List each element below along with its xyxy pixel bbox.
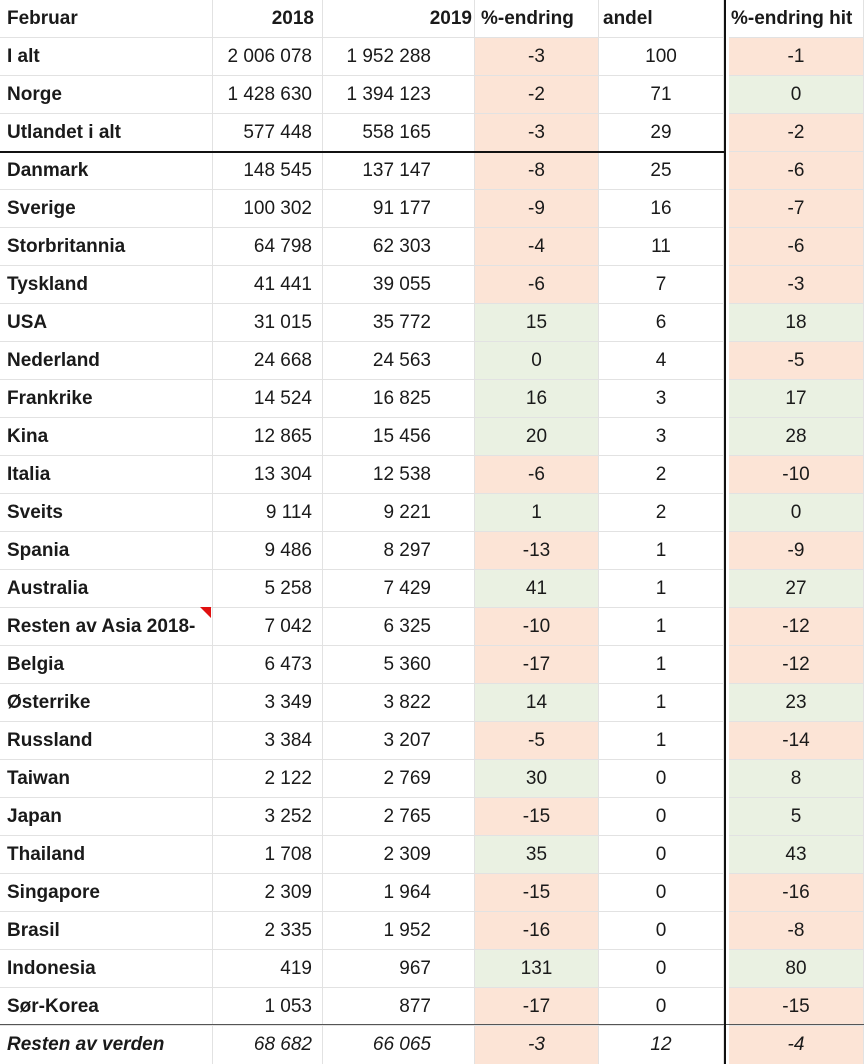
table-row — [0, 266, 864, 304]
pct-change-cell[interactable]: -4 — [475, 228, 599, 266]
country-name-cell[interactable]: Resten av Asia 2018- — [0, 608, 213, 646]
pct-change-cell[interactable]: -10 — [475, 608, 599, 646]
value-2018-cell[interactable]: 100 302 — [213, 190, 323, 228]
value-2018-cell[interactable]: 9 486 — [213, 532, 323, 570]
pct-change-hit-cell[interactable]: 80 — [729, 950, 864, 988]
value-2018-cell[interactable]: 68 682 — [213, 1026, 323, 1064]
table-row — [0, 836, 864, 874]
share-cell[interactable]: 1 — [599, 532, 724, 570]
table-row — [0, 190, 864, 228]
header-month[interactable]: Februar — [0, 0, 213, 38]
value-2019-cell[interactable]: 137 147 — [323, 152, 475, 190]
header-share[interactable]: andel — [599, 0, 724, 38]
comment-indicator-icon[interactable] — [200, 607, 211, 618]
pct-change-hit-cell[interactable]: -16 — [729, 874, 864, 912]
pct-change-hit-cell[interactable]: -12 — [729, 646, 864, 684]
table-row — [0, 152, 864, 190]
value-2019-cell[interactable]: 12 538 — [323, 456, 475, 494]
share-cell[interactable]: 29 — [599, 114, 724, 152]
pct-change-cell[interactable]: -9 — [475, 190, 599, 228]
pct-change-cell[interactable]: -17 — [475, 646, 599, 684]
table-row — [0, 228, 864, 266]
share-cell[interactable]: 1 — [599, 608, 724, 646]
pct-change-hit-cell[interactable]: -15 — [729, 988, 864, 1026]
value-2018-cell[interactable]: 2 335 — [213, 912, 323, 950]
country-name-cell[interactable]: Australia — [0, 570, 213, 608]
table-row — [0, 988, 864, 1026]
value-2018-cell[interactable]: 6 473 — [213, 646, 323, 684]
pct-change-hit-cell[interactable]: 27 — [729, 570, 864, 608]
pct-change-hit-cell[interactable]: 0 — [729, 494, 864, 532]
country-name-cell[interactable]: Frankrike — [0, 380, 213, 418]
pct-change-hit-cell[interactable]: -3 — [729, 266, 864, 304]
table-row — [0, 570, 864, 608]
header-row — [0, 0, 864, 38]
value-2018-cell[interactable]: 2 006 078 — [213, 38, 323, 76]
table-row — [0, 418, 864, 456]
divider-before-rest — [0, 1024, 864, 1025]
header-2019[interactable]: 2019 — [323, 0, 475, 38]
value-2018-cell[interactable]: 2 309 — [213, 874, 323, 912]
pct-change-hit-cell[interactable]: -5 — [729, 342, 864, 380]
value-2018-cell[interactable]: 1 053 — [213, 988, 323, 1026]
value-2019-cell[interactable]: 3 207 — [323, 722, 475, 760]
share-cell[interactable]: 100 — [599, 38, 724, 76]
country-name-cell[interactable]: Østerrike — [0, 684, 213, 722]
pct-change-cell[interactable]: -6 — [475, 456, 599, 494]
divider-right-block — [724, 0, 726, 1064]
pct-change-hit-cell[interactable]: -4 — [729, 1026, 864, 1064]
value-2018-cell[interactable]: 9 114 — [213, 494, 323, 532]
value-2018-cell[interactable]: 3 349 — [213, 684, 323, 722]
value-2018-cell[interactable]: 14 524 — [213, 380, 323, 418]
value-2019-cell[interactable]: 8 297 — [323, 532, 475, 570]
share-cell[interactable]: 11 — [599, 228, 724, 266]
pct-change-hit-cell[interactable]: -1 — [729, 38, 864, 76]
pct-change-hit-cell[interactable]: 8 — [729, 760, 864, 798]
value-2019-cell[interactable]: 62 303 — [323, 228, 475, 266]
share-cell[interactable]: 0 — [599, 874, 724, 912]
pct-change-cell[interactable]: 15 — [475, 304, 599, 342]
share-cell[interactable]: 0 — [599, 912, 724, 950]
value-2018-cell[interactable]: 7 042 — [213, 608, 323, 646]
value-2018-cell[interactable]: 64 798 — [213, 228, 323, 266]
table-row — [0, 76, 864, 114]
pct-change-hit-cell[interactable]: 5 — [729, 798, 864, 836]
pct-change-hit-cell[interactable]: -6 — [729, 228, 864, 266]
pct-change-cell[interactable]: 1 — [475, 494, 599, 532]
value-2018-cell[interactable]: 31 015 — [213, 304, 323, 342]
value-2018-cell[interactable]: 1 708 — [213, 836, 323, 874]
pct-change-hit-cell[interactable]: -8 — [729, 912, 864, 950]
share-cell[interactable]: 0 — [599, 760, 724, 798]
country-name-cell[interactable]: Nederland — [0, 342, 213, 380]
pct-change-cell[interactable]: -17 — [475, 988, 599, 1026]
country-name-cell[interactable]: Resten av verden — [0, 1026, 213, 1064]
value-2019-cell[interactable]: 7 429 — [323, 570, 475, 608]
pct-change-hit-cell[interactable]: -2 — [729, 114, 864, 152]
country-name-cell[interactable]: USA — [0, 304, 213, 342]
table-row — [0, 304, 864, 342]
pct-change-hit-cell[interactable]: 28 — [729, 418, 864, 456]
table-row — [0, 1026, 864, 1064]
country-name-cell[interactable]: Danmark — [0, 152, 213, 190]
table-row — [0, 494, 864, 532]
country-name-cell[interactable]: Norge — [0, 76, 213, 114]
pct-change-cell[interactable]: 0 — [475, 342, 599, 380]
share-cell[interactable]: 1 — [599, 646, 724, 684]
country-name-cell[interactable]: Spania — [0, 532, 213, 570]
country-name-cell[interactable]: Taiwan — [0, 760, 213, 798]
table-row — [0, 912, 864, 950]
pct-change-hit-cell[interactable]: 23 — [729, 684, 864, 722]
pct-change-cell[interactable]: -6 — [475, 266, 599, 304]
share-cell[interactable]: 2 — [599, 494, 724, 532]
header-2018[interactable]: 2018 — [213, 0, 323, 38]
header-pct-change-hit[interactable]: %-endring hit — [729, 0, 864, 38]
share-cell[interactable]: 1 — [599, 684, 724, 722]
value-2018-cell[interactable]: 5 258 — [213, 570, 323, 608]
pct-change-cell[interactable]: -15 — [475, 874, 599, 912]
pct-change-hit-cell[interactable]: -6 — [729, 152, 864, 190]
pct-change-hit-cell[interactable]: 17 — [729, 380, 864, 418]
pct-change-cell[interactable]: -15 — [475, 798, 599, 836]
value-2019-cell[interactable]: 91 177 — [323, 190, 475, 228]
country-name-cell[interactable]: Thailand — [0, 836, 213, 874]
share-cell[interactable]: 71 — [599, 76, 724, 114]
share-cell[interactable]: 1 — [599, 722, 724, 760]
value-2019-cell[interactable]: 15 456 — [323, 418, 475, 456]
value-2019-cell[interactable]: 39 055 — [323, 266, 475, 304]
country-name-cell[interactable]: Kina — [0, 418, 213, 456]
pct-change-hit-cell[interactable]: 0 — [729, 76, 864, 114]
value-2019-cell[interactable]: 2 309 — [323, 836, 475, 874]
table-row — [0, 950, 864, 988]
value-2019-cell[interactable]: 9 221 — [323, 494, 475, 532]
value-2019-cell[interactable]: 2 769 — [323, 760, 475, 798]
table-row — [0, 114, 864, 152]
value-2019-cell[interactable]: 558 165 — [323, 114, 475, 152]
pct-change-cell[interactable]: 131 — [475, 950, 599, 988]
table-row — [0, 38, 864, 76]
pct-change-cell[interactable]: -3 — [475, 1026, 599, 1064]
share-cell[interactable]: 16 — [599, 190, 724, 228]
value-2019-cell[interactable]: 1 952 288 — [323, 38, 475, 76]
pct-change-cell[interactable]: -3 — [475, 114, 599, 152]
table-row — [0, 608, 864, 646]
share-cell[interactable]: 0 — [599, 836, 724, 874]
value-2018-cell[interactable]: 577 448 — [213, 114, 323, 152]
value-2018-cell[interactable]: 2 122 — [213, 760, 323, 798]
value-2018-cell[interactable]: 1 428 630 — [213, 76, 323, 114]
pct-change-cell[interactable]: -13 — [475, 532, 599, 570]
share-cell[interactable]: 3 — [599, 380, 724, 418]
value-2018-cell[interactable]: 419 — [213, 950, 323, 988]
share-cell[interactable]: 25 — [599, 152, 724, 190]
table-row — [0, 456, 864, 494]
country-name-cell[interactable]: Singapore — [0, 874, 213, 912]
value-2019-cell[interactable]: 3 822 — [323, 684, 475, 722]
value-2019-cell[interactable]: 967 — [323, 950, 475, 988]
value-2019-cell[interactable]: 6 325 — [323, 608, 475, 646]
table-row — [0, 722, 864, 760]
country-name-cell[interactable]: Sør-Korea — [0, 988, 213, 1026]
share-cell[interactable]: 4 — [599, 342, 724, 380]
pct-change-hit-cell[interactable]: -7 — [729, 190, 864, 228]
header-pct-change[interactable]: %-endring — [475, 0, 599, 38]
value-2018-cell[interactable]: 12 865 — [213, 418, 323, 456]
country-name-cell[interactable]: Belgia — [0, 646, 213, 684]
share-cell[interactable]: 3 — [599, 418, 724, 456]
pct-change-hit-cell[interactable]: -14 — [729, 722, 864, 760]
value-2019-cell[interactable]: 877 — [323, 988, 475, 1026]
country-name-cell[interactable]: Russland — [0, 722, 213, 760]
share-cell[interactable]: 0 — [599, 798, 724, 836]
share-cell[interactable]: 6 — [599, 304, 724, 342]
pct-change-cell[interactable]: -2 — [475, 76, 599, 114]
pct-change-hit-cell[interactable]: -10 — [729, 456, 864, 494]
pct-change-cell[interactable]: 30 — [475, 760, 599, 798]
value-2019-cell[interactable]: 24 563 — [323, 342, 475, 380]
value-2018-cell[interactable]: 3 252 — [213, 798, 323, 836]
pct-change-cell[interactable]: -5 — [475, 722, 599, 760]
value-2019-cell[interactable]: 1 964 — [323, 874, 475, 912]
value-2018-cell[interactable]: 24 668 — [213, 342, 323, 380]
value-2018-cell[interactable]: 41 441 — [213, 266, 323, 304]
value-2019-cell[interactable]: 66 065 — [323, 1026, 475, 1064]
share-cell[interactable]: 7 — [599, 266, 724, 304]
value-2019-cell[interactable]: 1 394 123 — [323, 76, 475, 114]
share-cell[interactable]: 12 — [599, 1026, 724, 1064]
pct-change-cell[interactable]: 16 — [475, 380, 599, 418]
country-name-cell[interactable]: I alt — [0, 38, 213, 76]
value-2019-cell[interactable]: 35 772 — [323, 304, 475, 342]
share-cell[interactable]: 0 — [599, 988, 724, 1026]
table-row — [0, 798, 864, 836]
value-2018-cell[interactable]: 148 545 — [213, 152, 323, 190]
table-row — [0, 342, 864, 380]
country-name-cell[interactable]: Indonesia — [0, 950, 213, 988]
country-name-cell[interactable]: Utlandet i alt — [0, 114, 213, 152]
country-name-cell[interactable]: Japan — [0, 798, 213, 836]
country-name-cell[interactable]: Sverige — [0, 190, 213, 228]
pct-change-hit-cell[interactable]: -9 — [729, 532, 864, 570]
table-row — [0, 646, 864, 684]
pct-change-hit-cell[interactable]: 43 — [729, 836, 864, 874]
value-2019-cell[interactable]: 5 360 — [323, 646, 475, 684]
value-2019-cell[interactable]: 2 765 — [323, 798, 475, 836]
pct-change-cell[interactable]: -8 — [475, 152, 599, 190]
country-name-cell[interactable]: Storbritannia — [0, 228, 213, 266]
pct-change-cell[interactable]: 35 — [475, 836, 599, 874]
share-cell[interactable]: 0 — [599, 950, 724, 988]
pct-change-cell[interactable]: 14 — [475, 684, 599, 722]
pct-change-hit-cell[interactable]: -12 — [729, 608, 864, 646]
table-row — [0, 684, 864, 722]
divider-after-totals — [0, 151, 726, 153]
value-2018-cell[interactable]: 3 384 — [213, 722, 323, 760]
table-row — [0, 380, 864, 418]
pct-change-cell[interactable]: -16 — [475, 912, 599, 950]
country-name-cell[interactable]: Brasil — [0, 912, 213, 950]
share-cell[interactable]: 2 — [599, 456, 724, 494]
table-row — [0, 874, 864, 912]
country-name-cell[interactable]: Sveits — [0, 494, 213, 532]
value-2019-cell[interactable]: 16 825 — [323, 380, 475, 418]
pct-change-cell[interactable]: 41 — [475, 570, 599, 608]
pct-change-cell[interactable]: -3 — [475, 38, 599, 76]
value-2018-cell[interactable]: 13 304 — [213, 456, 323, 494]
table-row — [0, 760, 864, 798]
country-name-cell[interactable]: Italia — [0, 456, 213, 494]
table-row — [0, 532, 864, 570]
share-cell[interactable]: 1 — [599, 570, 724, 608]
pct-change-cell[interactable]: 20 — [475, 418, 599, 456]
pct-change-hit-cell[interactable]: 18 — [729, 304, 864, 342]
country-name-cell[interactable]: Tyskland — [0, 266, 213, 304]
value-2019-cell[interactable]: 1 952 — [323, 912, 475, 950]
